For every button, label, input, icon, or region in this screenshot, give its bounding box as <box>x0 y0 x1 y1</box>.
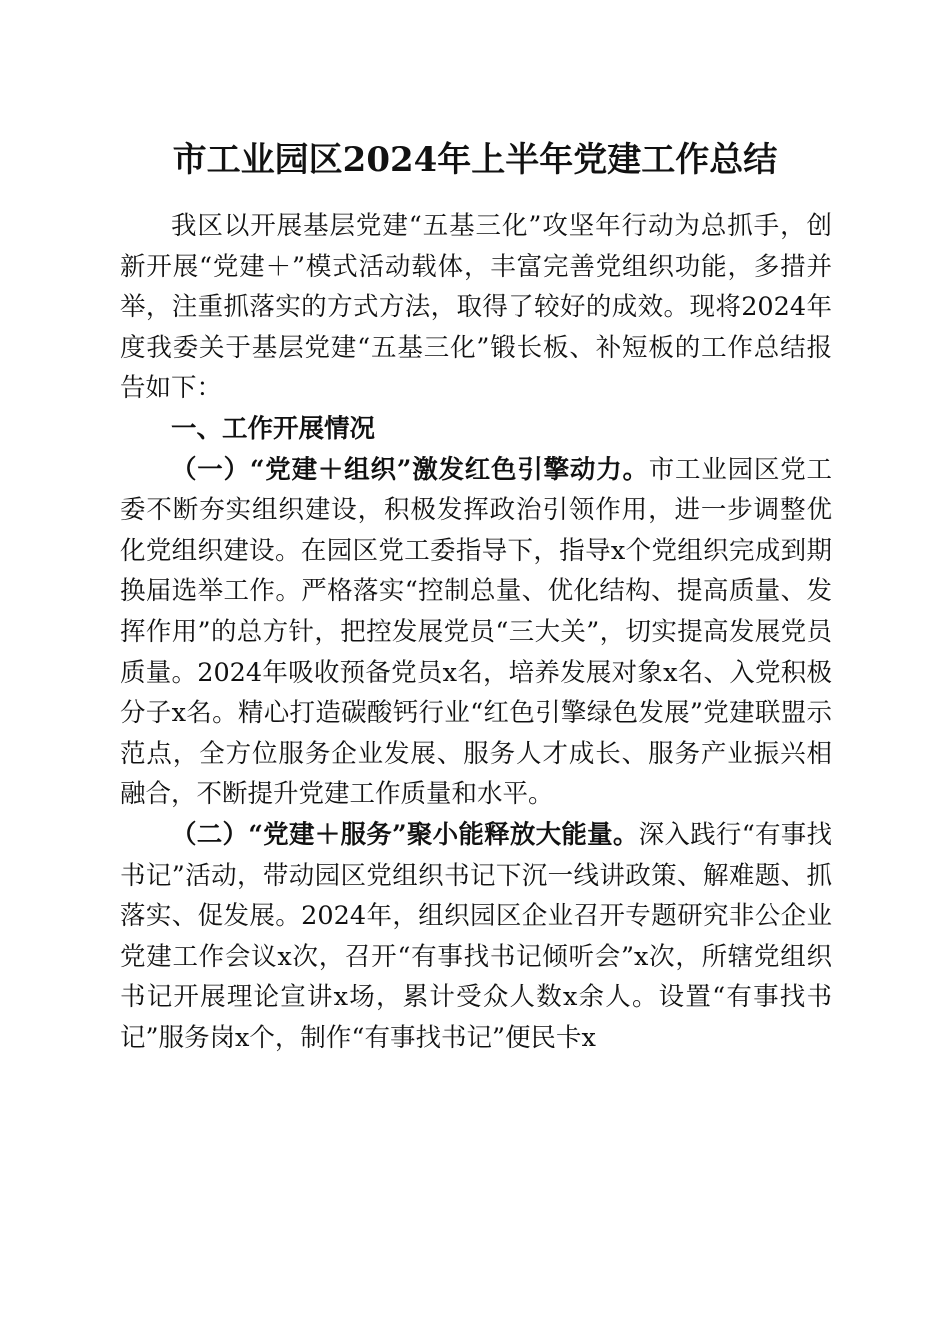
section-heading-text: 一、工作开展情况 <box>171 413 376 444</box>
document-body <box>120 206 832 1058</box>
intro-paragraph: 我区以开展基层党建“五基三化”攻坚年行动为总抓手，创新开展“党建＋”模式活动载体，丰富完善党组织功能，多措并举，注重抓落实的方式方法，取得了较好的成效。现将2024年度我委关于基层党建“五基三化”锻长板、补短板的工作总结报告如下： <box>120 211 832 404</box>
document-title: 市工业园区2024年上半年党建工作总结 <box>172 140 778 180</box>
section-heading <box>120 409 832 450</box>
subsection-2-paragraph <box>120 815 832 1059</box>
subsection-1-heading: （一）“党建＋组织”激发红色引擎动力。 <box>171 454 649 485</box>
subsection-1-body: 市工业园区党工委不断夯实组织建设，积极发挥政治引领作用，进一步调整优化党组织建设。在园区党工委指导下，指导x个党组织完成到期换届选举工作。严格落实“控制总量、优化结构、提高质量、发挥作用”的总方针，把控发展党员“三大关”，切实提高发展党员质量。2024年吸收预备党员x名，培养发展对象x名、入党积极分子x名。精心打造碳酸钙行业“红色引擎绿色发展”党建联盟示范点，全方位服务企业发展、服务人才成长、服务产业振兴相融合，不断提升党建工作质量和水平。 <box>120 454 832 810</box>
subsection-2-body: 深入践行“有事找书记”活动，带动园区党组织书记下沉一线讲政策、解难题、抓落实、促发展。2024年，组织园区企业召开专题研究非公企业党建工作会议x次，召开“有事找书记倾听会”x次，所辖党组织书记开展理论宣讲x场，累计受众人数x余人。设置“有事找书记”服务岗x个，制作“有事找书记”便民卡x <box>120 819 832 1053</box>
subsection-2-heading: （二）“党建＋服务”聚小能释放大能量。 <box>171 819 639 850</box>
subsection-1-paragraph <box>120 450 832 815</box>
